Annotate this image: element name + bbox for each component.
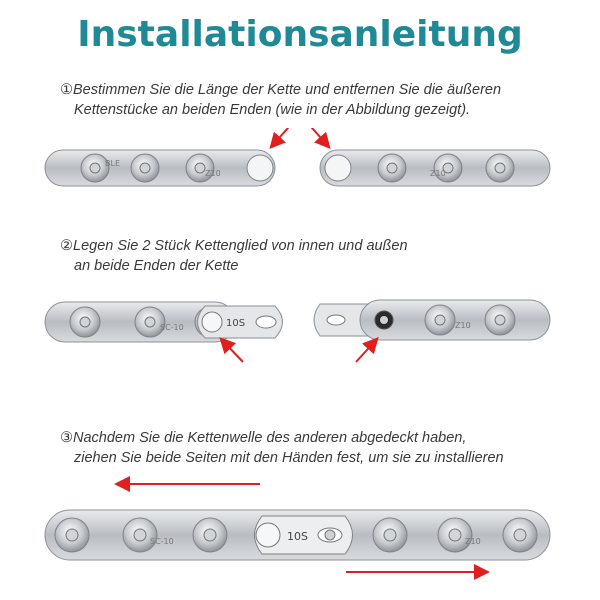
chain-segment-right (360, 300, 550, 340)
step-3-line-2: ziehen Sie beide Seiten mit den Händen fest, um sie zu installieren (74, 450, 504, 466)
step-2-text (60, 236, 408, 276)
step-3-line-1: Nachdem Sie die Kettenwelle des anderen abgedeckt haben, (73, 430, 467, 446)
quick-link-mark: 10S (226, 318, 246, 329)
plate-marking: Z10 (205, 169, 221, 178)
arrow-right-quick-link (356, 340, 376, 362)
plate-marking: SC-10 (150, 537, 174, 546)
step-1-number: ① (60, 82, 73, 98)
plate-marking: Z10 (430, 169, 446, 178)
page-title: Installationsanleitung (77, 14, 523, 55)
plate-marking: BLE (105, 159, 120, 168)
step-2-line-2: an beide Enden der Kette (74, 258, 239, 274)
step-1-line-1: Bestimmen Sie die Länge der Kette und entfernen Sie die äußeren (73, 82, 502, 98)
step-1-text (60, 80, 501, 120)
plate-marking: Z10 (455, 321, 471, 330)
quick-link-mark: 10S (287, 530, 308, 543)
arrow-right-end (305, 128, 328, 146)
step-3-number: ③ (60, 430, 73, 446)
step-1-line-2: Kettenstücke an beiden Enden (wie in der Abbildung gezeigt). (74, 102, 471, 118)
chain-segment-left (45, 150, 275, 186)
arrow-left-end (272, 128, 295, 146)
plate-marking: SC-10 (160, 323, 184, 332)
quick-link-left (198, 306, 283, 338)
arrow-left-quick-link (222, 340, 243, 362)
step-3-chain-image (0, 474, 600, 594)
step-3-text (60, 428, 504, 468)
quick-link-joined (255, 516, 353, 554)
step-1-chain-image (0, 128, 600, 208)
step-2-line-1: Legen Sie 2 Stück Kettenglied von innen und außen (73, 238, 408, 254)
plate-marking: Z10 (465, 537, 481, 546)
step-2-chain-image (0, 284, 600, 374)
chain-segment-right (320, 150, 550, 186)
step-2-number: ② (60, 238, 73, 254)
